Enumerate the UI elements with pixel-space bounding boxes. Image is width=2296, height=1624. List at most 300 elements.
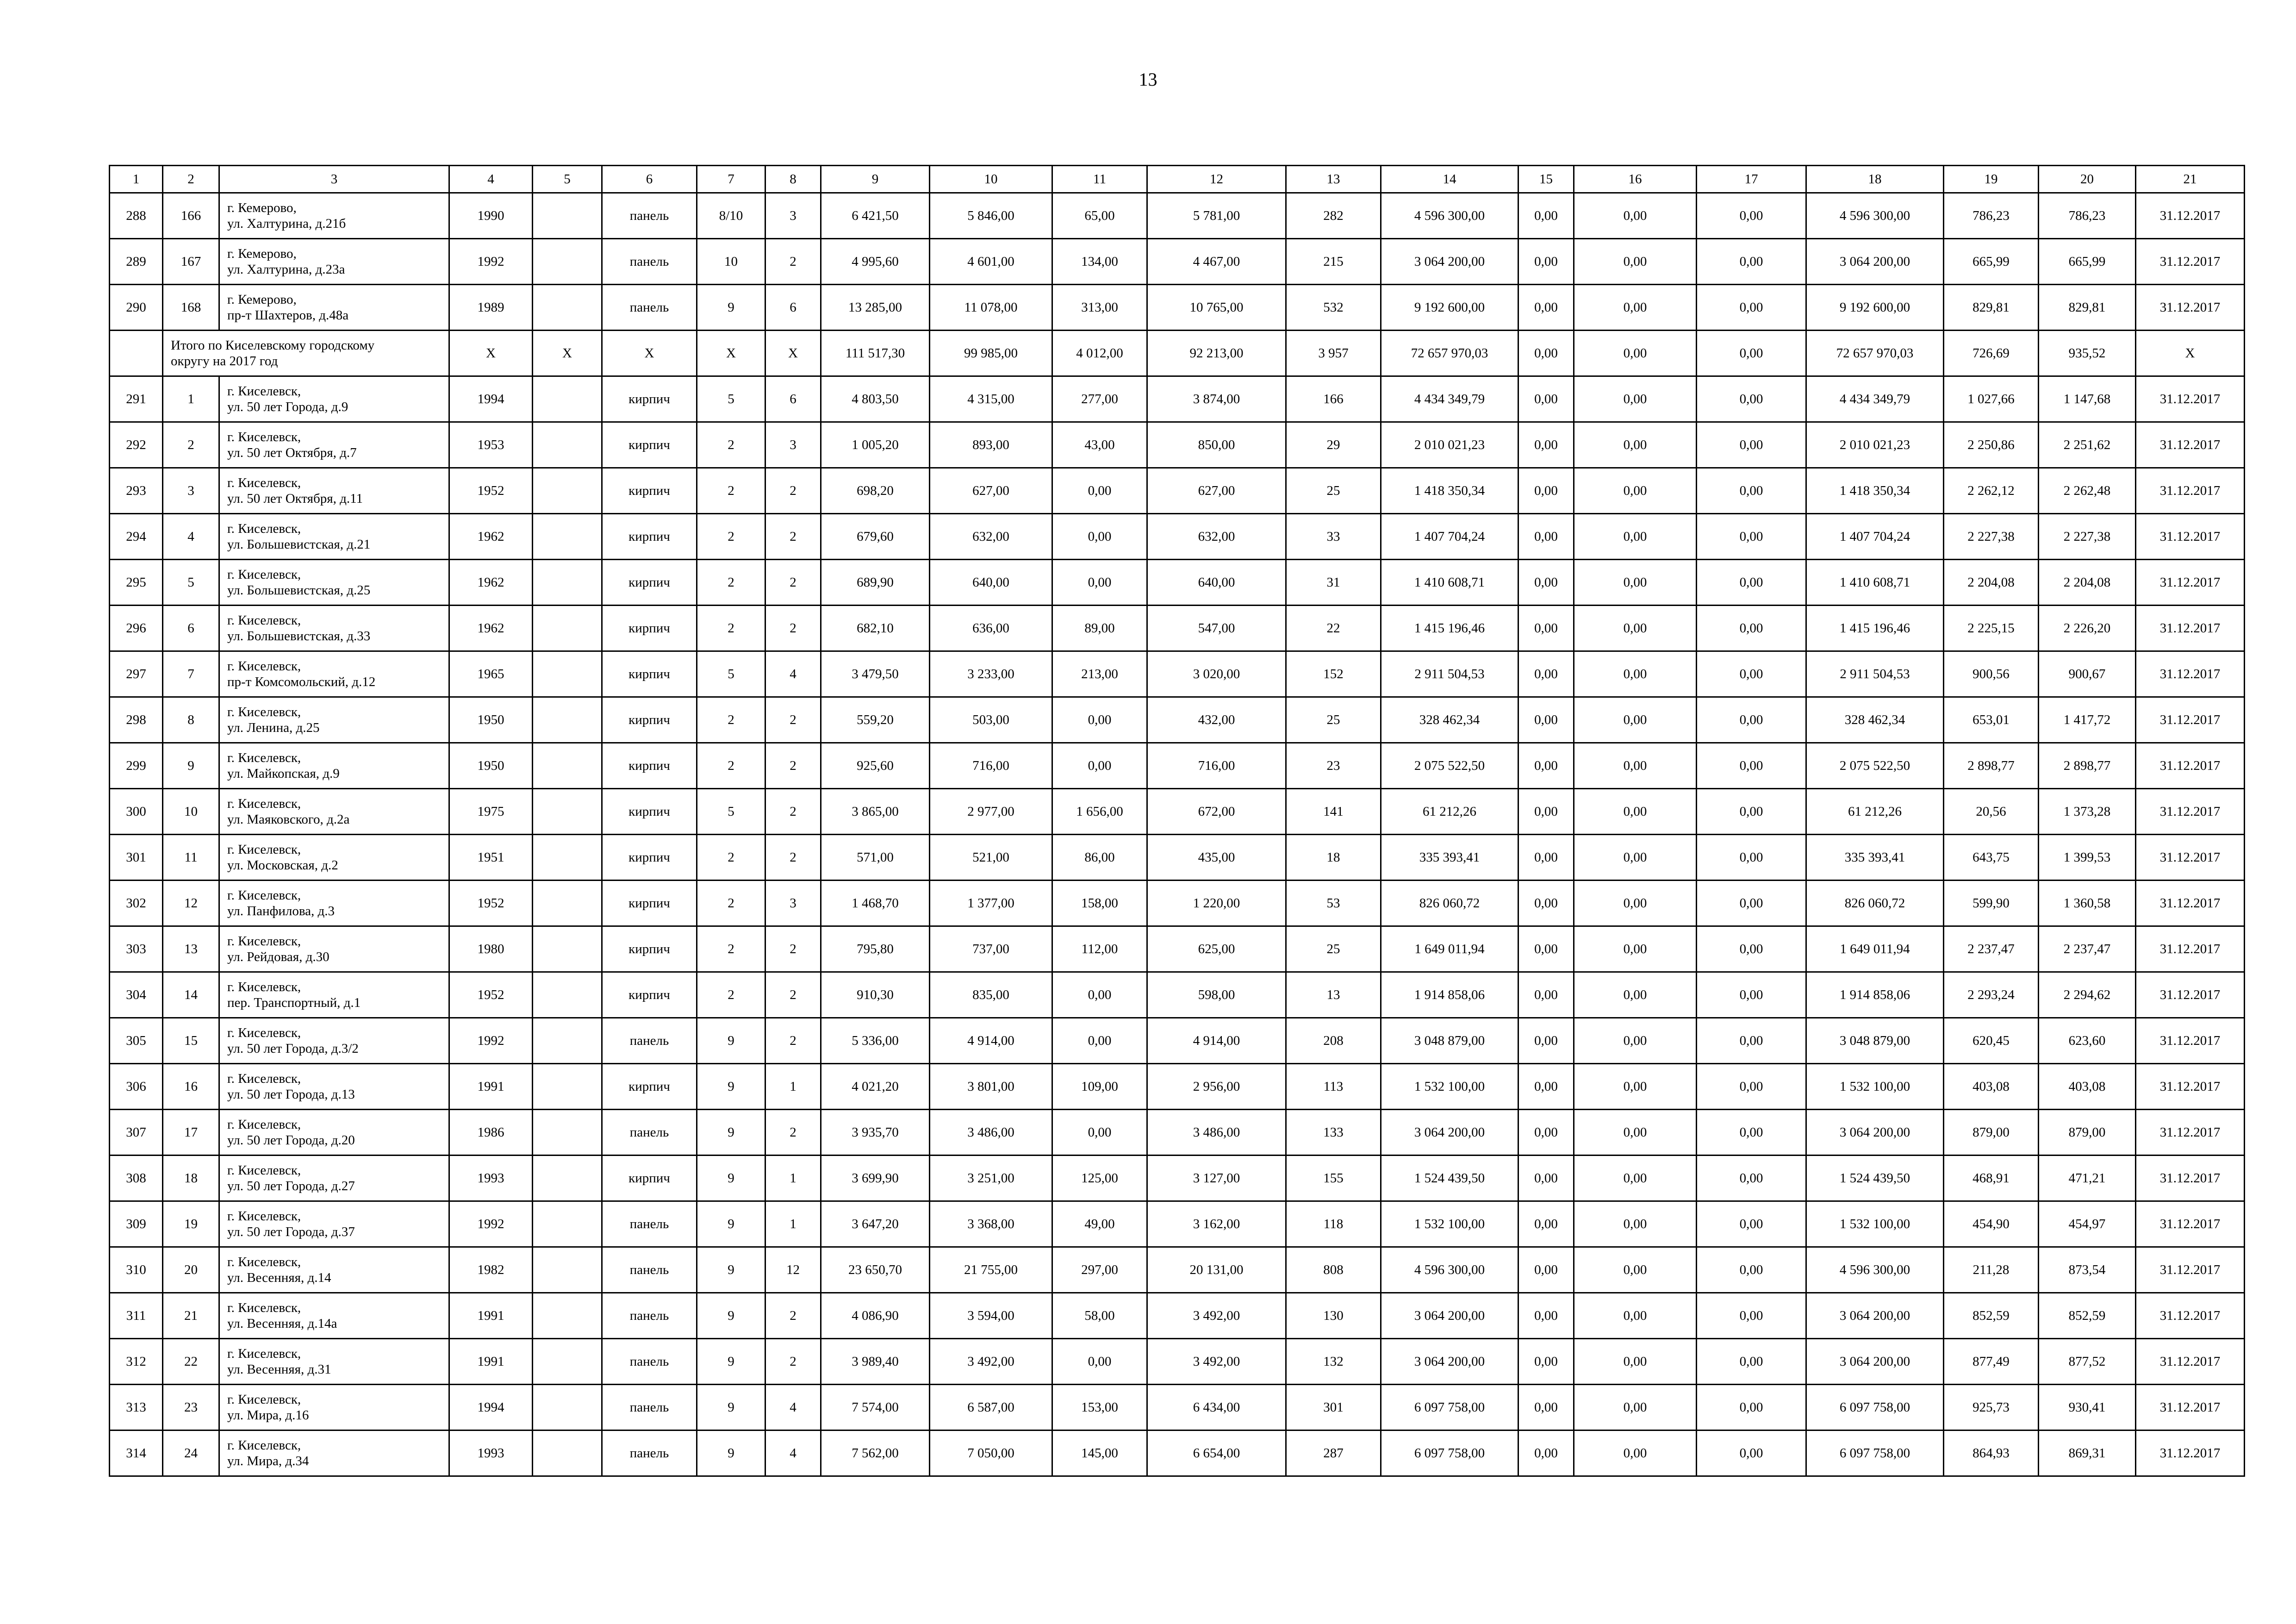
value-cell: 0,00: [1574, 1339, 1697, 1385]
value-cell: 5 781,00: [1147, 193, 1286, 239]
address-street: ул. 50 лет Октября, д.7: [227, 445, 357, 460]
value-cell: 0,00: [1697, 1293, 1806, 1339]
value-cell: 2: [697, 926, 765, 972]
value-cell: 31.12.2017: [2136, 1339, 2245, 1385]
value-cell: 3 048 879,00: [1806, 1018, 1944, 1064]
address-city: г. Киселевск,: [227, 888, 301, 903]
value-cell: 503,00: [930, 697, 1052, 743]
value-cell: 10: [697, 239, 765, 285]
value-cell: 0,00: [1574, 972, 1697, 1018]
value-cell: 3 801,00: [930, 1064, 1052, 1110]
value-cell: 31.12.2017: [2136, 972, 2245, 1018]
address-city: г. Киселевск,: [227, 1392, 301, 1407]
value-cell: 2: [697, 560, 765, 606]
value-cell: [533, 835, 602, 881]
local-number-cell: 13: [163, 926, 219, 972]
value-cell: 328 462,34: [1806, 697, 1944, 743]
value-cell: 0,00: [1518, 1156, 1574, 1201]
value-cell: 1991: [449, 1293, 533, 1339]
value-cell: 1 360,58: [2039, 881, 2136, 926]
address-cell: [219, 1064, 449, 1110]
value-cell: 166: [1286, 376, 1381, 422]
value-cell: 2: [765, 468, 821, 514]
value-cell: 0,00: [1574, 468, 1697, 514]
value-cell: [533, 193, 602, 239]
address-street: ул. 50 лет Города, д.20: [227, 1133, 355, 1148]
value-cell: 0,00: [1574, 926, 1697, 972]
value-cell: 0,00: [1518, 193, 1574, 239]
value-cell: 877,52: [2039, 1339, 2136, 1385]
address-city: г. Киселевск,: [227, 842, 301, 857]
address-street: ул. Халтурина, д.23а: [227, 262, 345, 277]
value-cell: [533, 514, 602, 560]
value-cell: 1962: [449, 514, 533, 560]
value-cell: 893,00: [930, 422, 1052, 468]
value-cell: 89,00: [1052, 606, 1147, 651]
value-cell: 2 262,48: [2039, 468, 2136, 514]
value-cell: 2 075 522,50: [1806, 743, 1944, 789]
value-cell: 3 233,00: [930, 651, 1052, 697]
value-cell: 0,00: [1574, 1385, 1697, 1430]
subtotal-value-cell: X: [602, 331, 697, 376]
column-number-cell: 19: [1944, 166, 2039, 193]
value-cell: 0,00: [1697, 1385, 1806, 1430]
value-cell: 22: [1286, 606, 1381, 651]
value-cell: 0,00: [1574, 285, 1697, 331]
value-cell: 4 596 300,00: [1381, 1247, 1518, 1293]
address-cell: [219, 1201, 449, 1247]
value-cell: 25: [1286, 697, 1381, 743]
row-number-cell: 290: [110, 285, 163, 331]
address-cell: [219, 651, 449, 697]
subtotal-label: [163, 331, 449, 376]
subtotal-value-cell: 99 985,00: [930, 331, 1052, 376]
table-row: [110, 606, 2245, 651]
address-city: г. Киселевск,: [227, 796, 301, 811]
address-city: г. Киселевск,: [227, 1117, 301, 1132]
address-cell: [219, 697, 449, 743]
column-number-row: [110, 166, 2245, 193]
value-cell: 3 874,00: [1147, 376, 1286, 422]
value-cell: 0,00: [1697, 835, 1806, 881]
value-cell: 11 078,00: [930, 285, 1052, 331]
value-cell: 1993: [449, 1156, 533, 1201]
value-cell: 7 574,00: [821, 1385, 930, 1430]
value-cell: 2 010 021,23: [1806, 422, 1944, 468]
value-cell: 432,00: [1147, 697, 1286, 743]
value-cell: 435,00: [1147, 835, 1286, 881]
value-cell: [533, 376, 602, 422]
address-cell: [219, 1385, 449, 1430]
address-street: ул. Панфилова, д.3: [227, 904, 335, 918]
value-cell: 3: [765, 193, 821, 239]
value-cell: 521,00: [930, 835, 1052, 881]
value-cell: 625,00: [1147, 926, 1286, 972]
value-cell: 4 803,50: [821, 376, 930, 422]
value-cell: 31: [1286, 560, 1381, 606]
value-cell: 132: [1286, 1339, 1381, 1385]
value-cell: 0,00: [1697, 789, 1806, 835]
value-cell: 4 914,00: [1147, 1018, 1286, 1064]
value-cell: 3 492,00: [1147, 1293, 1286, 1339]
value-cell: панель: [602, 1110, 697, 1156]
value-cell: 155: [1286, 1156, 1381, 1201]
value-cell: 0,00: [1052, 468, 1147, 514]
value-cell: 4: [765, 1430, 821, 1476]
local-number-cell: 6: [163, 606, 219, 651]
column-number-cell: 11: [1052, 166, 1147, 193]
value-cell: 1 532 100,00: [1806, 1201, 1944, 1247]
subtotal-value-cell: 4 012,00: [1052, 331, 1147, 376]
value-cell: 0,00: [1697, 606, 1806, 651]
value-cell: 141: [1286, 789, 1381, 835]
value-cell: [533, 285, 602, 331]
value-cell: 2 204,08: [2039, 560, 2136, 606]
value-cell: 454,97: [2039, 1201, 2136, 1247]
value-cell: кирпич: [602, 468, 697, 514]
value-cell: 109,00: [1052, 1064, 1147, 1110]
page-number: 13: [1139, 69, 1157, 90]
local-number-cell: 18: [163, 1156, 219, 1201]
value-cell: 3 064 200,00: [1381, 1339, 1518, 1385]
address-cell: [219, 514, 449, 560]
value-cell: кирпич: [602, 514, 697, 560]
value-cell: 879,00: [2039, 1110, 2136, 1156]
value-cell: 0,00: [1574, 514, 1697, 560]
address-city: г. Киселевск,: [227, 613, 301, 628]
row-number-cell: 297: [110, 651, 163, 697]
value-cell: 335 393,41: [1806, 835, 1944, 881]
address-city: г. Киселевск,: [227, 521, 301, 536]
local-number-cell: 9: [163, 743, 219, 789]
value-cell: 287: [1286, 1430, 1381, 1476]
value-cell: 0,00: [1518, 606, 1574, 651]
value-cell: 1993: [449, 1430, 533, 1476]
value-cell: 61 212,26: [1806, 789, 1944, 835]
value-cell: 0,00: [1697, 239, 1806, 285]
value-cell: 0,00: [1518, 1385, 1574, 1430]
value-cell: 1 524 439,50: [1806, 1156, 1944, 1201]
value-cell: 3 020,00: [1147, 651, 1286, 697]
table-row: [110, 1110, 2245, 1156]
value-cell: 0,00: [1518, 926, 1574, 972]
value-cell: 1 417,72: [2039, 697, 2136, 743]
value-cell: 1 377,00: [930, 881, 1052, 926]
value-cell: 7 562,00: [821, 1430, 930, 1476]
address-city: г. Киселевск,: [227, 934, 301, 949]
value-cell: 2 075 522,50: [1381, 743, 1518, 789]
address-cell: [219, 422, 449, 468]
value-cell: 3 064 200,00: [1806, 1293, 1944, 1339]
value-cell: [533, 1110, 602, 1156]
table-row: [110, 1430, 2245, 1476]
value-cell: 9: [697, 1156, 765, 1201]
value-cell: панель: [602, 285, 697, 331]
address-street: ул. 50 лет Октября, д.11: [227, 491, 363, 506]
value-cell: 31.12.2017: [2136, 1201, 2245, 1247]
address-street: пер. Транспортный, д.1: [227, 995, 361, 1010]
address-street: ул. Весенняя, д.14: [227, 1270, 331, 1285]
value-cell: [533, 422, 602, 468]
address-city: г. Киселевск,: [227, 1209, 301, 1224]
value-cell: панель: [602, 1018, 697, 1064]
local-number-cell: 22: [163, 1339, 219, 1385]
address-cell: [219, 1430, 449, 1476]
address-street: ул. Большевистская, д.33: [227, 629, 371, 643]
value-cell: 0,00: [1697, 1339, 1806, 1385]
value-cell: 0,00: [1574, 835, 1697, 881]
value-cell: 640,00: [930, 560, 1052, 606]
value-cell: 879,00: [1944, 1110, 2039, 1156]
value-cell: 31.12.2017: [2136, 697, 2245, 743]
row-number-cell: 302: [110, 881, 163, 926]
value-cell: 1950: [449, 743, 533, 789]
value-cell: 0,00: [1574, 789, 1697, 835]
value-cell: 1 418 350,34: [1806, 468, 1944, 514]
value-cell: панель: [602, 1385, 697, 1430]
value-cell: 1 027,66: [1944, 376, 2039, 422]
value-cell: 3: [765, 881, 821, 926]
value-cell: 1991: [449, 1064, 533, 1110]
table-row: [110, 1018, 2245, 1064]
subtotal-value-cell: X: [697, 331, 765, 376]
address-street: пр-т Комсомольский, д.12: [227, 675, 376, 689]
address-city: г. Киселевск,: [227, 1025, 301, 1040]
value-cell: 3: [765, 422, 821, 468]
local-number-cell: 5: [163, 560, 219, 606]
subtotal-value-cell: X: [449, 331, 533, 376]
value-cell: 3 064 200,00: [1381, 1293, 1518, 1339]
local-number-cell: 15: [163, 1018, 219, 1064]
value-cell: 643,75: [1944, 835, 2039, 881]
value-cell: 873,54: [2039, 1247, 2136, 1293]
value-cell: 1 415 196,46: [1381, 606, 1518, 651]
value-cell: 1: [765, 1064, 821, 1110]
value-cell: 0,00: [1518, 972, 1574, 1018]
value-cell: 0,00: [1697, 422, 1806, 468]
value-cell: 0,00: [1697, 1110, 1806, 1156]
address-street: ул. Майкопская, д.9: [227, 766, 340, 781]
column-number-cell: 5: [533, 166, 602, 193]
value-cell: 12: [765, 1247, 821, 1293]
value-cell: 1 914 858,06: [1381, 972, 1518, 1018]
value-cell: 0,00: [1052, 743, 1147, 789]
subtotal-value-cell: X: [765, 331, 821, 376]
value-cell: 1965: [449, 651, 533, 697]
local-number-cell: 24: [163, 1430, 219, 1476]
table-row: [110, 376, 2245, 422]
address-city: г. Киселевск,: [227, 1163, 301, 1178]
value-cell: 2 226,20: [2039, 606, 2136, 651]
value-cell: [533, 1385, 602, 1430]
column-number-cell: 6: [602, 166, 697, 193]
value-cell: 627,00: [1147, 468, 1286, 514]
value-cell: 0,00: [1518, 1247, 1574, 1293]
row-number-cell: 291: [110, 376, 163, 422]
value-cell: 23 650,70: [821, 1247, 930, 1293]
value-cell: 2: [765, 926, 821, 972]
local-number-cell: 8: [163, 697, 219, 743]
local-number-cell: 12: [163, 881, 219, 926]
value-cell: 2: [697, 422, 765, 468]
value-cell: 1992: [449, 239, 533, 285]
value-cell: 698,20: [821, 468, 930, 514]
value-cell: 2: [765, 972, 821, 1018]
value-cell: [533, 972, 602, 1018]
value-cell: 301: [1286, 1385, 1381, 1430]
value-cell: 3 486,00: [1147, 1110, 1286, 1156]
value-cell: 3 048 879,00: [1381, 1018, 1518, 1064]
value-cell: [533, 881, 602, 926]
value-cell: кирпич: [602, 560, 697, 606]
value-cell: 4 601,00: [930, 239, 1052, 285]
value-cell: 0,00: [1697, 1018, 1806, 1064]
value-cell: 6 097 758,00: [1381, 1385, 1518, 1430]
row-number-cell: 303: [110, 926, 163, 972]
address-cell: [219, 926, 449, 972]
value-cell: 0,00: [1052, 514, 1147, 560]
value-cell: 0,00: [1518, 881, 1574, 926]
value-cell: 31.12.2017: [2136, 1110, 2245, 1156]
address-street: ул. Весенняя, д.31: [227, 1362, 331, 1377]
value-cell: [533, 697, 602, 743]
local-number-cell: 19: [163, 1201, 219, 1247]
value-cell: 665,99: [1944, 239, 2039, 285]
row-number-cell: 307: [110, 1110, 163, 1156]
column-number-cell: 12: [1147, 166, 1286, 193]
table-row: [110, 1293, 2245, 1339]
value-cell: 1 407 704,24: [1806, 514, 1944, 560]
value-cell: 213,00: [1052, 651, 1147, 697]
value-cell: 1 649 011,94: [1381, 926, 1518, 972]
value-cell: 4: [765, 1385, 821, 1430]
value-cell: 58,00: [1052, 1293, 1147, 1339]
value-cell: 900,67: [2039, 651, 2136, 697]
value-cell: кирпич: [602, 881, 697, 926]
value-cell: 0,00: [1518, 1064, 1574, 1110]
subtotal-value-cell: X: [2136, 331, 2245, 376]
value-cell: кирпич: [602, 972, 697, 1018]
value-cell: 297,00: [1052, 1247, 1147, 1293]
value-cell: 3 368,00: [930, 1201, 1052, 1247]
value-cell: 31.12.2017: [2136, 789, 2245, 835]
value-cell: 2 227,38: [1944, 514, 2039, 560]
value-cell: 1992: [449, 1201, 533, 1247]
value-cell: 5 336,00: [821, 1018, 930, 1064]
value-cell: 1 914 858,06: [1806, 972, 1944, 1018]
value-cell: 2: [765, 743, 821, 789]
value-cell: 1962: [449, 560, 533, 606]
value-cell: 0,00: [1518, 1430, 1574, 1476]
value-cell: 0,00: [1052, 1018, 1147, 1064]
value-cell: 2: [765, 697, 821, 743]
table-row: [110, 789, 2245, 835]
value-cell: [533, 651, 602, 697]
value-cell: 900,56: [1944, 651, 2039, 697]
value-cell: 0,00: [1697, 697, 1806, 743]
value-cell: 0,00: [1574, 881, 1697, 926]
value-cell: 1989: [449, 285, 533, 331]
value-cell: 3 699,90: [821, 1156, 930, 1201]
value-cell: 2: [697, 514, 765, 560]
address-city: г. Киселевск,: [227, 430, 301, 444]
housing-register-table: [109, 165, 2245, 1477]
value-cell: 869,31: [2039, 1430, 2136, 1476]
value-cell: [533, 468, 602, 514]
value-cell: 0,00: [1697, 1064, 1806, 1110]
column-number-cell: 2: [163, 166, 219, 193]
value-cell: [533, 1018, 602, 1064]
value-cell: 850,00: [1147, 422, 1286, 468]
value-cell: 0,00: [1697, 881, 1806, 926]
value-cell: 1 399,53: [2039, 835, 2136, 881]
row-number-cell: 288: [110, 193, 163, 239]
value-cell: 2: [697, 835, 765, 881]
value-cell: [533, 789, 602, 835]
address-cell: [219, 239, 449, 285]
value-cell: 3 865,00: [821, 789, 930, 835]
value-cell: 925,73: [1944, 1385, 2039, 1430]
value-cell: 454,90: [1944, 1201, 2039, 1247]
value-cell: [533, 926, 602, 972]
address-street: ул. Рейдовая, д.30: [227, 949, 330, 964]
table-row: [110, 560, 2245, 606]
address-cell: [219, 1247, 449, 1293]
address-city: г. Кемерово,: [227, 200, 297, 215]
value-cell: 1 532 100,00: [1381, 1201, 1518, 1247]
value-cell: 0,00: [1518, 743, 1574, 789]
row-number-cell: 308: [110, 1156, 163, 1201]
column-number-cell: 13: [1286, 166, 1381, 193]
table-row: [110, 651, 2245, 697]
value-cell: 31.12.2017: [2136, 1430, 2245, 1476]
value-cell: 0,00: [1574, 239, 1697, 285]
value-cell: 653,01: [1944, 697, 2039, 743]
value-cell: 1991: [449, 1339, 533, 1385]
value-cell: 153,00: [1052, 1385, 1147, 1430]
table-row: [110, 1385, 2245, 1430]
address-cell: [219, 1293, 449, 1339]
value-cell: 31.12.2017: [2136, 651, 2245, 697]
local-number-cell: 23: [163, 1385, 219, 1430]
value-cell: панель: [602, 1201, 697, 1247]
value-cell: 10 765,00: [1147, 285, 1286, 331]
value-cell: [533, 1293, 602, 1339]
value-cell: 8/10: [697, 193, 765, 239]
row-number-cell: 296: [110, 606, 163, 651]
value-cell: 6: [765, 376, 821, 422]
table-row: [110, 835, 2245, 881]
value-cell: 1953: [449, 422, 533, 468]
address-city: г. Киселевск,: [227, 384, 301, 399]
value-cell: 877,49: [1944, 1339, 2039, 1385]
value-cell: 1 005,20: [821, 422, 930, 468]
value-cell: 1962: [449, 606, 533, 651]
column-number-cell: 8: [765, 166, 821, 193]
value-cell: 0,00: [1518, 1293, 1574, 1339]
value-cell: 29: [1286, 422, 1381, 468]
value-cell: 31.12.2017: [2136, 1018, 2245, 1064]
value-cell: 4 995,60: [821, 239, 930, 285]
value-cell: 31.12.2017: [2136, 468, 2245, 514]
value-cell: 9: [697, 285, 765, 331]
table-row: [110, 239, 2245, 285]
value-cell: 0,00: [1574, 651, 1697, 697]
value-cell: 0,00: [1697, 560, 1806, 606]
row-number-cell: 295: [110, 560, 163, 606]
value-cell: 125,00: [1052, 1156, 1147, 1201]
address-cell: [219, 789, 449, 835]
